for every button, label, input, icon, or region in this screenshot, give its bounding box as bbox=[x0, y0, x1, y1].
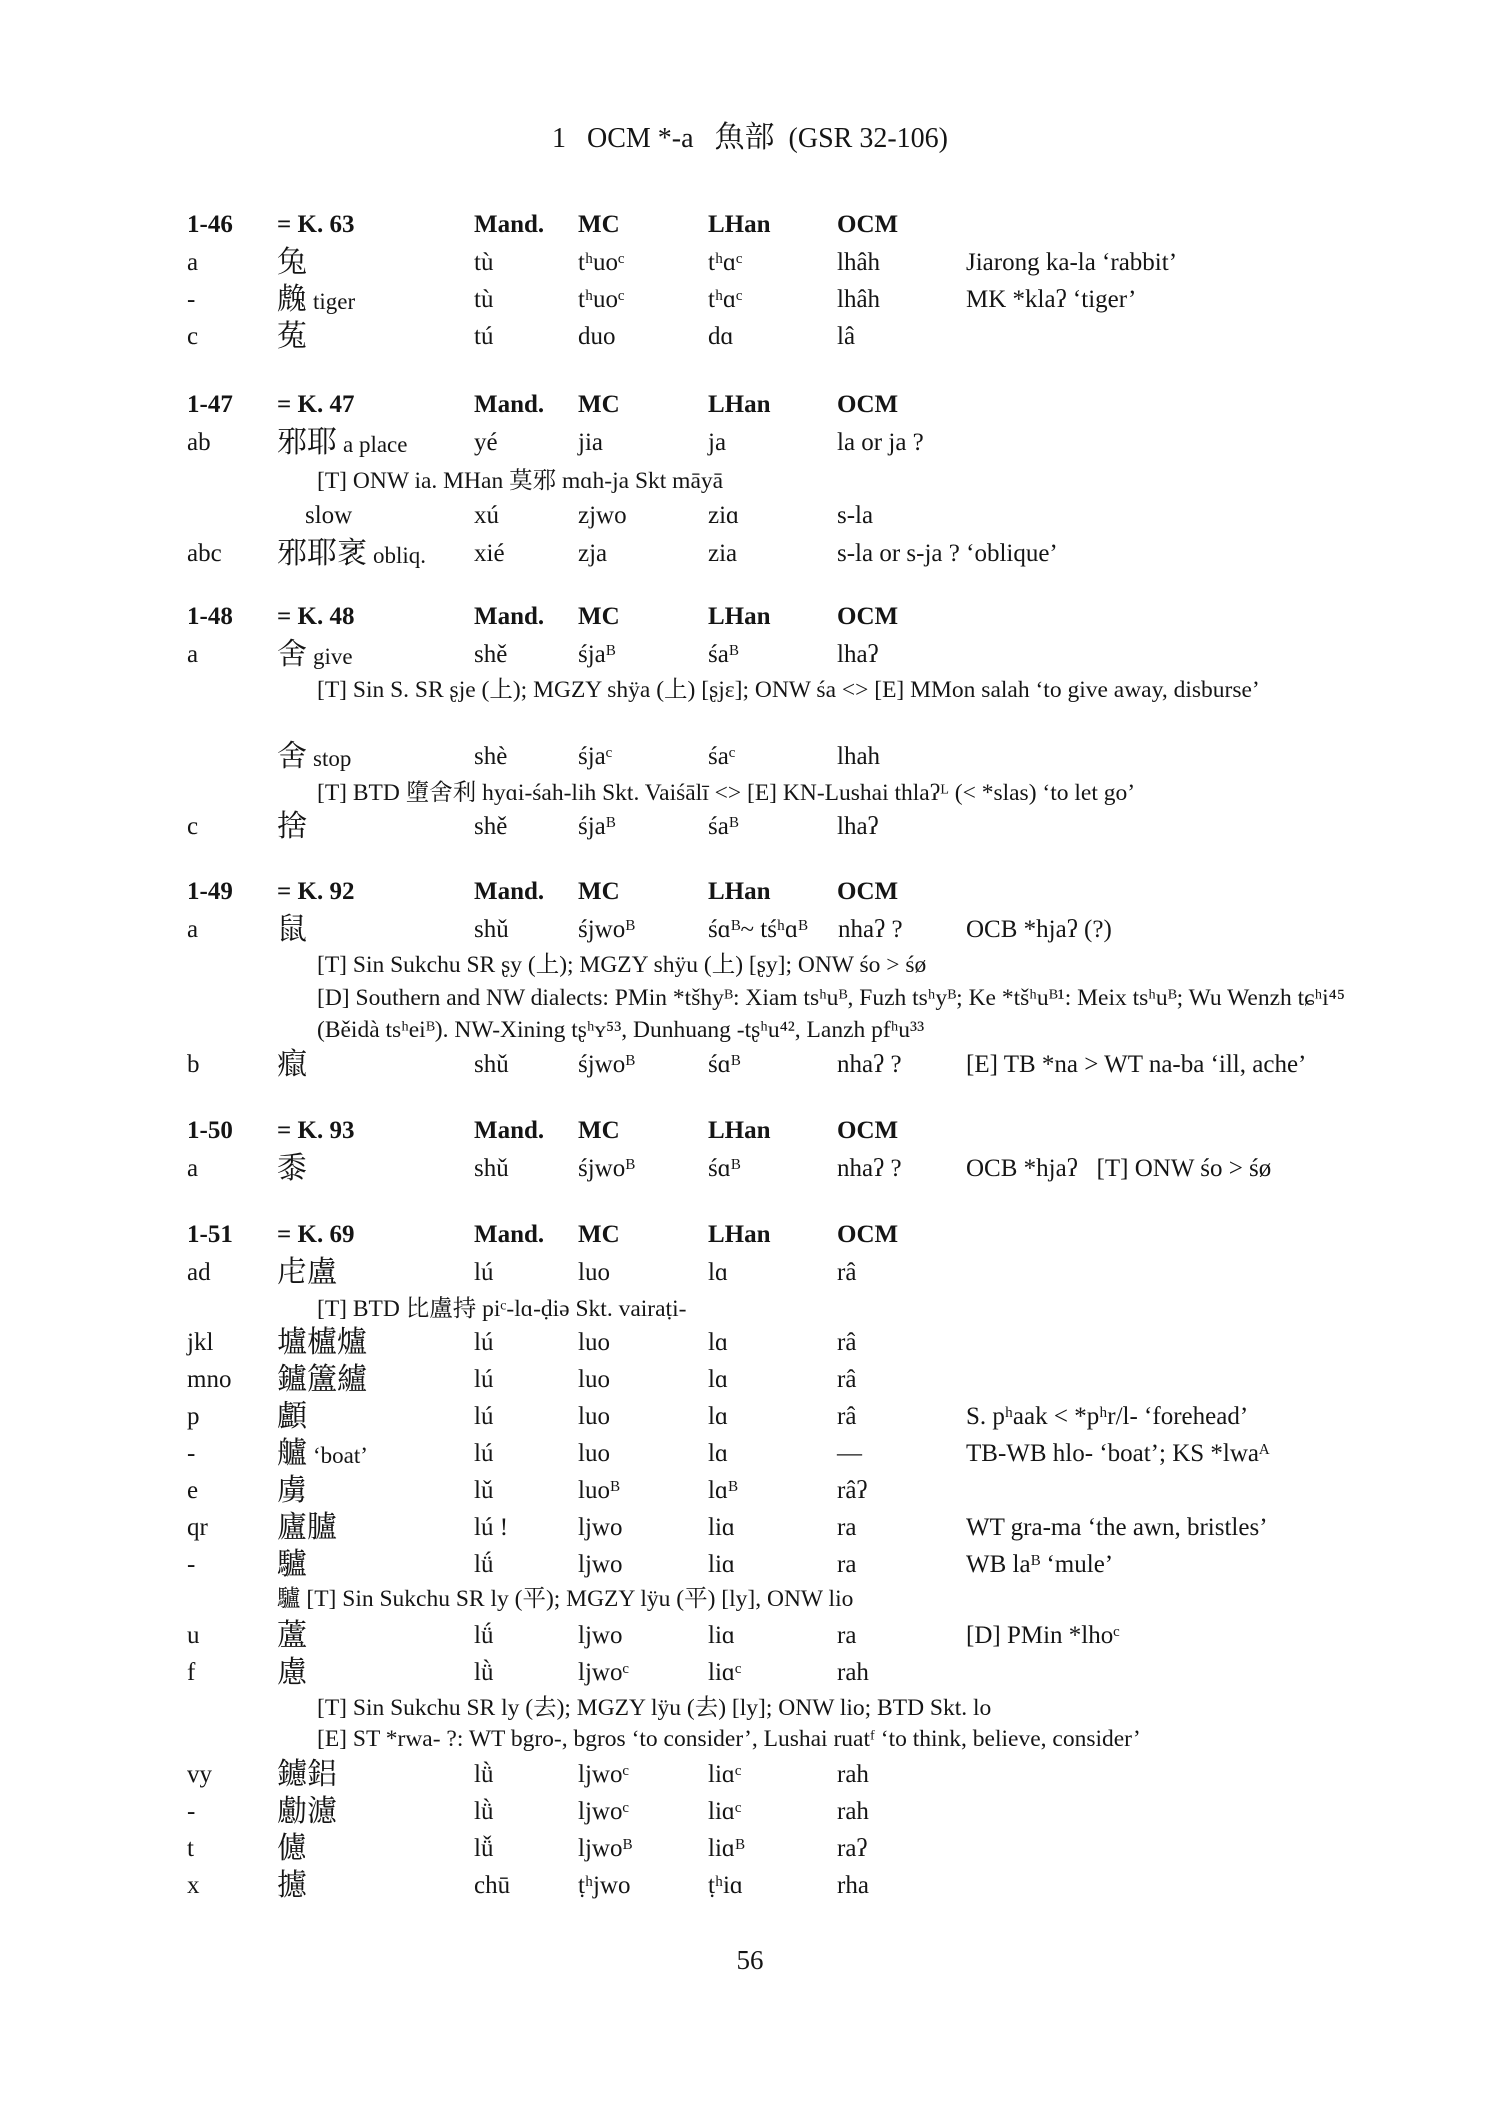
entry-chars: 鼠 bbox=[277, 913, 307, 946]
mand: tù bbox=[474, 286, 494, 313]
entry-chars: 鑢鋁 bbox=[277, 1758, 337, 1791]
mand: lú ! bbox=[474, 1514, 509, 1541]
entry-chars: 驢 bbox=[277, 1548, 307, 1581]
mand: shǔ bbox=[474, 1051, 509, 1078]
col-mand: Mand. bbox=[474, 603, 545, 630]
lhan: śaᴮ bbox=[708, 813, 739, 840]
col-lhan: LHan bbox=[708, 1221, 771, 1248]
entry-label: - bbox=[187, 1798, 196, 1825]
entry-note-line: [D] Southern and NW dialects: PMin *tšhyᴮ: Xiam tsʰuᴮ, Fuzh tsʰyᴮ; Ke *tšʰuᴮ¹: Meix tsʰuᴮ; Wu Wenzh tɕʰi⁴⁵ (Běidà tsʰeiᴮ). NW-Xining tʂʰʏ⁵³, Dunhuang -tʂʰu⁴², Lanzh pfʰu³³ bbox=[317, 985, 1346, 1043]
mc: ljwo bbox=[578, 1551, 623, 1578]
entry-gloss: give bbox=[313, 644, 353, 669]
entry-label: f bbox=[187, 1659, 196, 1686]
entry-label: - bbox=[187, 286, 196, 313]
ocm: s-la bbox=[837, 502, 874, 529]
col-mand: Mand. bbox=[474, 391, 545, 418]
entry-chars: 虍盧 bbox=[277, 1256, 337, 1289]
mc: zjwo bbox=[578, 502, 627, 529]
mand: shě bbox=[474, 641, 508, 668]
ocm: — bbox=[837, 1440, 862, 1467]
entry-chars: 鑪籚纑 bbox=[277, 1363, 367, 1396]
lhan: lɑ bbox=[708, 1259, 729, 1286]
mc: ljwoᶜ bbox=[578, 1659, 629, 1686]
mand: yé bbox=[474, 429, 498, 456]
group-header bbox=[0, 1216, 1500, 1254]
mc: luoᴮ bbox=[578, 1477, 620, 1504]
mc: tʰuoᶜ bbox=[578, 249, 625, 276]
mand: lú bbox=[474, 1403, 494, 1430]
entry-label: p bbox=[187, 1403, 200, 1430]
mc: luo bbox=[578, 1440, 610, 1467]
lhan: ja bbox=[708, 429, 727, 456]
entry-note: Jiarong ka-la ‘rabbit’ bbox=[966, 249, 1178, 276]
entry-label: c bbox=[187, 323, 199, 350]
entry-row bbox=[0, 1472, 1500, 1510]
ocm: lhaʔ bbox=[837, 813, 879, 840]
entry-note-line: [T] Sin S. SR ʂje (上); MGZY shÿa (上) [ʂjɛ]; ONW śa <> [E] MMon salah ‘to give away, disburse’ bbox=[317, 677, 1260, 703]
mc: ljwoᴮ bbox=[578, 1835, 633, 1862]
ocm: râ bbox=[837, 1329, 857, 1356]
mand: lǘ bbox=[474, 1551, 494, 1578]
lhan: lɑ bbox=[708, 1403, 729, 1430]
mand: shě bbox=[474, 813, 508, 840]
mand: lú bbox=[474, 1259, 494, 1286]
entry-row bbox=[0, 636, 1500, 674]
lhan: tʰɑᶜ bbox=[708, 286, 743, 313]
mand: lǜ bbox=[474, 1798, 494, 1825]
mc: śjaᴮ bbox=[578, 813, 616, 840]
mand: lǚ bbox=[474, 1835, 494, 1862]
lhan: śaᴮ bbox=[708, 641, 739, 668]
ocm: lhaʔ bbox=[837, 641, 879, 668]
mand: lǘ bbox=[474, 1622, 494, 1649]
entry-note: MK *klaʔ ‘tiger’ bbox=[966, 286, 1137, 313]
entry-row bbox=[0, 1324, 1500, 1362]
entry-chars: 勴濾 bbox=[277, 1795, 337, 1828]
entry-chars: 癙 bbox=[277, 1048, 307, 1081]
mand: shǔ bbox=[474, 1155, 509, 1182]
entry-row bbox=[0, 281, 1500, 319]
lhan: lɑ bbox=[708, 1440, 729, 1467]
lhan: lɑ bbox=[708, 1366, 729, 1393]
ocm: rha bbox=[837, 1872, 869, 1899]
ocm: ra bbox=[837, 1622, 857, 1649]
group-header bbox=[0, 206, 1500, 244]
entry-chars: 菟 bbox=[277, 320, 307, 353]
group-id: 1-48 bbox=[187, 603, 233, 630]
mand: xié bbox=[474, 540, 505, 567]
lhan: liɑᶜ bbox=[708, 1798, 742, 1825]
col-lhan: LHan bbox=[708, 211, 771, 238]
entry-chars: 顱 bbox=[277, 1400, 307, 1433]
entry-label: - bbox=[187, 1440, 196, 1467]
entry-chars: 蘆 bbox=[277, 1619, 307, 1652]
entry-row bbox=[0, 535, 1500, 573]
entry-note: S. pʰaak < *pʰr/l- ‘forehead’ bbox=[966, 1403, 1249, 1430]
entry-row bbox=[0, 1361, 1500, 1399]
ocm: la or ja ? bbox=[837, 429, 924, 456]
header-ocm: OCM bbox=[586, 123, 651, 154]
group-header bbox=[0, 386, 1500, 424]
col-ocm: OCM bbox=[837, 1221, 899, 1248]
mc: ṭʰjwo bbox=[578, 1872, 631, 1899]
entry-chars: 廬臚 bbox=[277, 1511, 337, 1544]
lhan: ṭʰiɑ bbox=[708, 1872, 743, 1899]
entry-row bbox=[0, 1617, 1500, 1655]
col-mc: MC bbox=[578, 603, 620, 630]
entry-chars: 舍 bbox=[277, 740, 307, 773]
entry-row bbox=[0, 424, 1500, 462]
entry-gloss: obliq. bbox=[373, 543, 427, 568]
page-number: 56 bbox=[736, 1945, 764, 1975]
entry-note: WT gra-ma ‘the awn, bristles’ bbox=[966, 1514, 1268, 1541]
group-header bbox=[0, 1112, 1500, 1150]
entry-row bbox=[0, 808, 1500, 846]
col-mand: Mand. bbox=[474, 1221, 545, 1248]
lhan: liɑᴮ bbox=[708, 1835, 745, 1862]
mc: śjwoᴮ bbox=[578, 916, 635, 943]
entry-chars: 邪耶衺 bbox=[277, 537, 367, 570]
entry-chars: 邪耶 bbox=[277, 426, 337, 459]
col-mc: MC bbox=[578, 391, 620, 418]
col-mc: MC bbox=[578, 878, 620, 905]
entry-label: mno bbox=[187, 1366, 232, 1393]
entry-label: a bbox=[187, 916, 199, 943]
group-id: 1-49 bbox=[187, 878, 233, 905]
col-lhan: LHan bbox=[708, 603, 771, 630]
entry-note-line: [T] ONW ia. MHan 莫邪 mɑh-ja Skt māyā bbox=[317, 468, 724, 494]
entry-row bbox=[0, 497, 1500, 535]
col-mand: Mand. bbox=[474, 1117, 545, 1144]
entry-label: e bbox=[187, 1477, 199, 1504]
mc: śjwoᴮ bbox=[578, 1155, 635, 1182]
entry-label: ab bbox=[187, 429, 211, 456]
lhan: liɑᶜ bbox=[708, 1659, 742, 1686]
mand: lǜ bbox=[474, 1761, 494, 1788]
header-number: 1 bbox=[551, 123, 566, 154]
group-id: 1-50 bbox=[187, 1117, 233, 1144]
mc: luo bbox=[578, 1366, 610, 1393]
entry-chars: 兔 bbox=[277, 246, 307, 279]
group-id: 1-46 bbox=[187, 211, 233, 238]
entry-row bbox=[0, 1509, 1500, 1547]
ocm: râ bbox=[837, 1259, 857, 1286]
lhan: lɑᴮ bbox=[708, 1477, 738, 1504]
mc: śjaᴮ bbox=[578, 641, 616, 668]
lhan: śaᶜ bbox=[708, 743, 736, 770]
lhan: dɑ bbox=[708, 323, 734, 350]
entry-chars: 捨 bbox=[277, 810, 307, 843]
group-id: 1-51 bbox=[187, 1221, 233, 1248]
col-ocm: OCM bbox=[837, 391, 899, 418]
ocm: rah bbox=[837, 1761, 869, 1788]
ocm: râ bbox=[837, 1403, 857, 1430]
entry-label: c bbox=[187, 813, 199, 840]
lhan: śɑᴮ~ tśʰɑᴮ bbox=[708, 916, 808, 943]
entry-label: qr bbox=[187, 1514, 208, 1541]
entry-row bbox=[0, 1046, 1500, 1084]
entry-gloss: stop bbox=[313, 746, 352, 771]
mc: śjaᶜ bbox=[578, 743, 613, 770]
entry-note: OCB *hjaʔ (?) bbox=[966, 916, 1112, 943]
entry-row bbox=[0, 1398, 1500, 1436]
lhan: liɑ bbox=[708, 1622, 735, 1649]
entry-note: OCB *hjaʔ [T] ONW śo > śø bbox=[966, 1155, 1272, 1182]
entry-chars: 虜 bbox=[277, 1474, 307, 1507]
entry-note-line: [E] ST *rwa- ?: WT bgro-, bgros ‘to consider’, Lushai ruatᶠ ‘to think, believe, consider’ bbox=[317, 1726, 1141, 1752]
col-mand: Mand. bbox=[474, 878, 545, 905]
col-lhan: LHan bbox=[708, 391, 771, 418]
entry-label: t bbox=[187, 1835, 194, 1862]
entry-chars: 壚櫨爐 bbox=[277, 1326, 367, 1359]
header-gsr: (GSR 32-106) bbox=[788, 123, 948, 154]
ocm: nhaʔ ? bbox=[837, 1051, 902, 1078]
mc: ljwo bbox=[578, 1622, 623, 1649]
entry-row bbox=[0, 1756, 1500, 1794]
entry-label: b bbox=[187, 1051, 200, 1078]
karlgren-ref: = K. 48 bbox=[277, 603, 355, 630]
entry-label: a bbox=[187, 641, 199, 668]
mand: lǜ bbox=[474, 1659, 494, 1686]
group-header bbox=[0, 873, 1500, 911]
ocm: lâ bbox=[837, 323, 856, 350]
col-mc: MC bbox=[578, 211, 620, 238]
entry-chars: 黍 bbox=[277, 1152, 307, 1185]
entry-note-line: 驢 [T] Sin Sukchu SR ly (平); MGZY lÿu (平) [ly], ONW lio bbox=[277, 1586, 854, 1612]
entry-note: [E] TB *na > WT na-ba ‘ill, ache’ bbox=[966, 1051, 1307, 1078]
entry-label: vy bbox=[187, 1761, 212, 1788]
lhan: śɑᴮ bbox=[708, 1155, 741, 1182]
ocm: lhâh bbox=[837, 286, 881, 313]
mand: xú bbox=[474, 502, 499, 529]
entry-gloss: slow bbox=[305, 502, 353, 529]
entry-note-line: [T] BTD 比盧持 piᶜ-lɑ-ḍiə Skt. vairaṭi- bbox=[317, 1296, 687, 1322]
entry-label: abc bbox=[187, 540, 222, 567]
ocm: ra bbox=[837, 1514, 857, 1541]
lhan: liɑᶜ bbox=[708, 1761, 742, 1788]
entry-gloss: tiger bbox=[313, 289, 356, 314]
col-ocm: OCM bbox=[837, 603, 899, 630]
ocm: râ bbox=[837, 1366, 857, 1393]
entry-gloss: a place bbox=[343, 432, 408, 457]
ocm: lhâh bbox=[837, 249, 881, 276]
mand: tú bbox=[474, 323, 494, 350]
ocm: rah bbox=[837, 1659, 869, 1686]
entry-row bbox=[0, 1435, 1500, 1473]
ocm: lhah bbox=[837, 743, 881, 770]
mc: luo bbox=[578, 1403, 610, 1430]
entry-chars: 攄 bbox=[277, 1869, 307, 1902]
entry-label: a bbox=[187, 249, 199, 276]
mc: jia bbox=[578, 429, 603, 456]
mand: lǔ bbox=[474, 1477, 494, 1504]
col-ocm: OCM bbox=[837, 211, 899, 238]
ocm: raʔ bbox=[837, 1835, 868, 1862]
entry-row bbox=[0, 1654, 1500, 1692]
ocm: s-la or s-ja ? ‘oblique’ bbox=[837, 540, 1058, 567]
group-id: 1-47 bbox=[187, 391, 233, 418]
entry-row bbox=[0, 244, 1500, 282]
entry-row bbox=[0, 1867, 1500, 1905]
col-mand: Mand. bbox=[474, 211, 545, 238]
col-mc: MC bbox=[578, 1117, 620, 1144]
entry-label: u bbox=[187, 1622, 200, 1649]
entry-note: TB-WB hlo- ‘boat’; KS *lwaᴬ bbox=[966, 1440, 1270, 1467]
mc: tʰuoᶜ bbox=[578, 286, 625, 313]
entry-row bbox=[0, 1254, 1500, 1292]
mc: zja bbox=[578, 540, 608, 567]
col-lhan: LHan bbox=[708, 1117, 771, 1144]
lhan: liɑ bbox=[708, 1551, 735, 1578]
entry-label: x bbox=[187, 1872, 200, 1899]
header-rhyme: *-a bbox=[657, 123, 694, 154]
entry-row bbox=[0, 318, 1500, 356]
mc: ljwo bbox=[578, 1514, 623, 1541]
entry-row bbox=[0, 738, 1500, 776]
entry-chars: 舍 bbox=[277, 638, 307, 671]
ocm: nhaʔ ? bbox=[837, 1155, 902, 1182]
mand: chū bbox=[474, 1872, 511, 1899]
entry-label: ad bbox=[187, 1259, 211, 1286]
entry-chars: 慮 bbox=[277, 1656, 307, 1689]
entry-chars: 䖘 bbox=[277, 283, 307, 316]
mc: luo bbox=[578, 1259, 610, 1286]
ocm: nhaʔ ? bbox=[838, 916, 903, 943]
lhan: liɑ bbox=[708, 1514, 735, 1541]
entry-row bbox=[0, 1150, 1500, 1188]
lhan: lɑ bbox=[708, 1329, 729, 1356]
entry-note: [D] PMin *lhoᶜ bbox=[966, 1622, 1120, 1649]
entry-row bbox=[0, 1546, 1500, 1584]
karlgren-ref: = K. 93 bbox=[277, 1117, 355, 1144]
karlgren-ref: = K. 92 bbox=[277, 878, 355, 905]
entry-note: WB laᴮ ‘mule’ bbox=[966, 1551, 1114, 1578]
ocm: rah bbox=[837, 1798, 869, 1825]
lhan: tʰɑᶜ bbox=[708, 249, 743, 276]
mand: shǔ bbox=[474, 916, 509, 943]
entry-note-line: [T] Sin Sukchu SR ʂy (上); MGZY shÿu (上) [ʂy]; ONW śo > śø bbox=[317, 952, 927, 978]
mand: lú bbox=[474, 1329, 494, 1356]
mc: luo bbox=[578, 1329, 610, 1356]
karlgren-ref: = K. 69 bbox=[277, 1221, 355, 1248]
mc: ljwoᶜ bbox=[578, 1761, 629, 1788]
ocm: râʔ bbox=[837, 1477, 868, 1504]
header-group: 魚部 bbox=[714, 121, 775, 154]
entry-label: jkl bbox=[187, 1329, 214, 1356]
mand: tù bbox=[474, 249, 494, 276]
lhan: zia bbox=[708, 540, 738, 567]
col-ocm: OCM bbox=[837, 1117, 899, 1144]
mc: ljwoᶜ bbox=[578, 1798, 629, 1825]
mand: lú bbox=[474, 1366, 494, 1393]
entry-row bbox=[0, 911, 1500, 949]
entry-row bbox=[0, 1830, 1500, 1868]
karlgren-ref: = K. 63 bbox=[277, 211, 355, 238]
page-header bbox=[0, 112, 1500, 156]
mc: duo bbox=[578, 323, 616, 350]
col-mc: MC bbox=[578, 1221, 620, 1248]
group-header bbox=[0, 598, 1500, 636]
entry-note-line: [T] BTD 墮舍利 hyɑi-śah-lih Skt. Vaiśālī <> [E] KN-Lushai thlaʔᴸ (< *slas) ‘to let go’ bbox=[317, 780, 1136, 806]
entry-label: a bbox=[187, 1155, 199, 1182]
lhan: ziɑ bbox=[708, 502, 740, 529]
mand: shè bbox=[474, 743, 508, 770]
mand: lú bbox=[474, 1440, 494, 1467]
entry-row bbox=[0, 1793, 1500, 1831]
mc: śjwoᴮ bbox=[578, 1051, 635, 1078]
entry-label: - bbox=[187, 1551, 196, 1578]
entry-gloss: ‘boat’ bbox=[313, 1443, 368, 1468]
col-ocm: OCM bbox=[837, 878, 899, 905]
entry-chars: 艫 bbox=[277, 1437, 307, 1470]
entry-note-line: [T] Sin Sukchu SR ly (去); MGZY lÿu (去) [ly]; ONW lio; BTD Skt. lo bbox=[317, 1695, 992, 1721]
ocm: ra bbox=[837, 1551, 857, 1578]
karlgren-ref: = K. 47 bbox=[277, 391, 355, 418]
entry-chars: 儢 bbox=[277, 1832, 307, 1865]
lhan: śɑᴮ bbox=[708, 1051, 741, 1078]
col-lhan: LHan bbox=[708, 878, 771, 905]
